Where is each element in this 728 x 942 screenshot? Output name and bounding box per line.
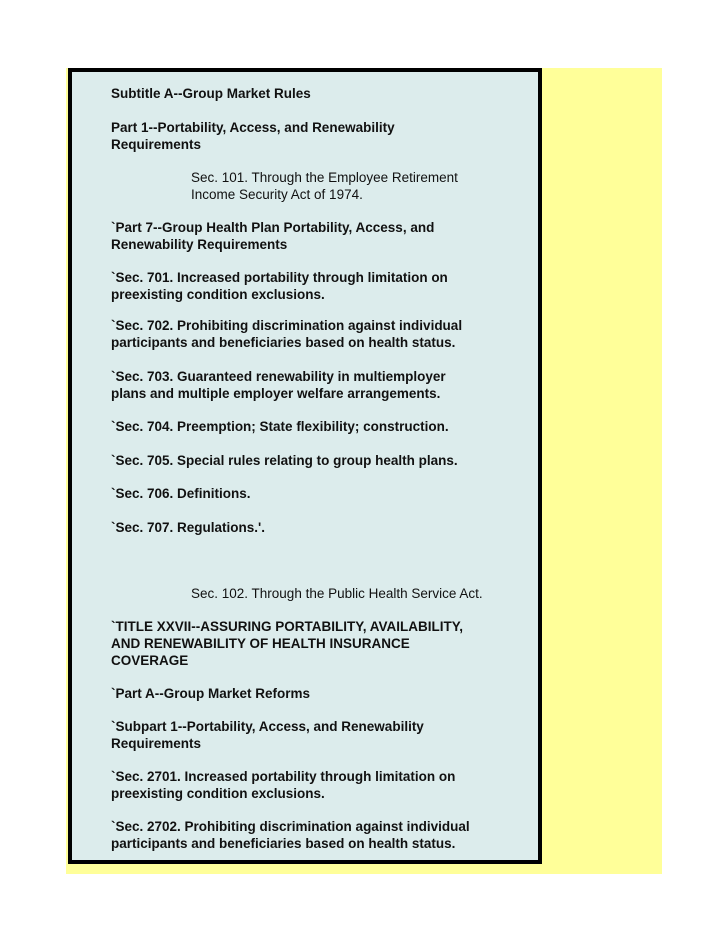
part-7-heading: `Part 7--Group Health Plan Portability, Access, and Renewability Requirements — [111, 220, 435, 252]
sec-102-line: Sec. 102. Through the Public Health Service Act. — [191, 586, 483, 601]
sec-703-line: `Sec. 703. Guaranteed renewability in multiemployer plans and multiple employer welfare arrangements. — [111, 369, 446, 401]
sec-701-line: `Sec. 701. Increased portability through limitation on preexisting condition exclusions. — [111, 270, 448, 302]
sec-707-line: `Sec. 707. Regulations.'. — [111, 520, 266, 535]
subpart-1-heading: `Subpart 1--Portability, Access, and Renewability Requirements — [111, 719, 424, 751]
subtitle-heading: Subtitle A--Group Market Rules — [111, 86, 311, 101]
sec-706-line: `Sec. 706. Definitions. — [111, 486, 251, 501]
title-xxvii-heading: `TITLE XXVII--ASSURING PORTABILITY, AVAILABILITY, AND RENEWABILITY OF HEALTH INSURANCE COVERAGE — [111, 619, 464, 668]
document-panel — [68, 68, 542, 864]
sec-2701-line: `Sec. 2701. Increased portability through limitation on preexisting condition exclusions. — [111, 769, 456, 801]
part-1-heading: Part 1--Portability, Access, and Renewability Requirements — [111, 120, 395, 152]
sec-702-line: `Sec. 702. Prohibiting discrimination against individual participants and beneficiaries based on health status. — [111, 318, 463, 350]
sec-705-line: `Sec. 705. Special rules relating to group health plans. — [111, 453, 458, 468]
part-a-heading: `Part A--Group Market Reforms — [111, 686, 311, 701]
sec-101-line: Sec. 101. Through the Employee Retirement Income Security Act of 1974. — [191, 170, 458, 202]
sec-704-line: `Sec. 704. Preemption; State flexibility; construction. — [111, 419, 449, 434]
sec-2702-line: `Sec. 2702. Prohibiting discrimination against individual participants and beneficiaries based on health status. — [111, 819, 470, 851]
